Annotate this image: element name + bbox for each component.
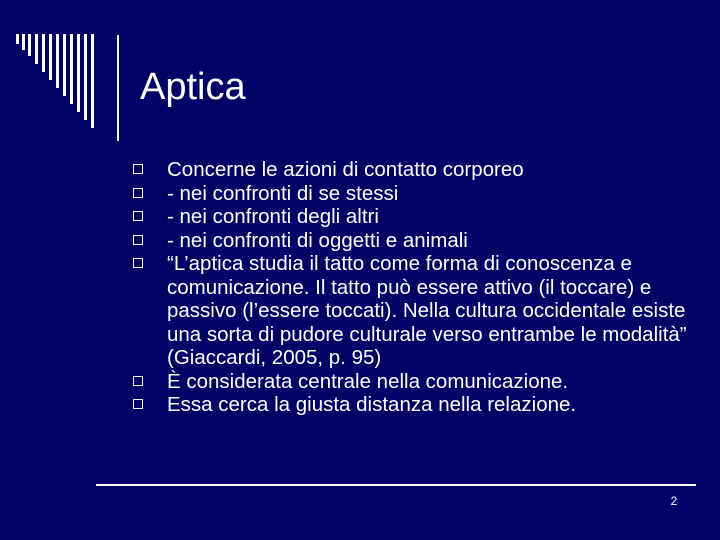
decorative-bar [63,34,66,96]
bullet-item [130,393,690,417]
slide-title: Aptica [140,66,246,108]
square-bullet-icon [133,188,143,198]
footer-divider-line [96,484,696,486]
bullet-text: È considerata centrale nella comunicazione. [167,369,569,393]
bullet-text: - nei confronti di oggetti e animali [167,228,468,252]
bullet-item [130,370,690,394]
bullet-list [130,158,690,417]
decorative-bar [56,34,59,88]
bullet-item [130,229,690,253]
bullet-text: - nei confronti di se stessi [167,181,399,205]
bullet-item [130,252,690,370]
decorative-bar [16,34,19,44]
square-bullet-icon [133,258,143,268]
decorative-bar [49,34,52,80]
decorative-bar [70,34,73,104]
decorative-bar [84,34,87,120]
bullet-text: Essa cerca la giusta distanza nella relazione. [167,393,577,416]
square-bullet-icon [133,399,143,409]
bullet-item [130,205,690,229]
bullet-text: “L’aptica studia il tatto come forma di conoscenza e comunicazione. Il tatto può essere attivo (il toccare) e passivo (l’essere toccati). Nella cultura occidentale esiste una sorta di pudore culturale verso entrambe le modalità” (Giaccardi, 2005, p. 95) [167,252,687,369]
bullet-text: - nei confronti degli altri [167,205,379,228]
page-number: 2 [670,494,678,508]
decorative-bar [28,34,31,56]
square-bullet-icon [133,235,143,245]
square-bullet-icon [133,376,143,386]
square-bullet-icon [133,211,143,221]
decorative-bar [35,34,38,64]
bullet-item [130,182,690,206]
bullet-text: Concerne le azioni di contatto corporeo [167,158,524,181]
decorative-bar [91,34,94,128]
bullet-item [130,158,690,182]
decorative-bar [22,34,25,50]
decorative-bar [77,34,80,112]
decorative-bars [16,34,116,134]
title-divider-line [117,35,119,141]
decorative-bar [42,34,45,72]
square-bullet-icon [133,164,143,174]
